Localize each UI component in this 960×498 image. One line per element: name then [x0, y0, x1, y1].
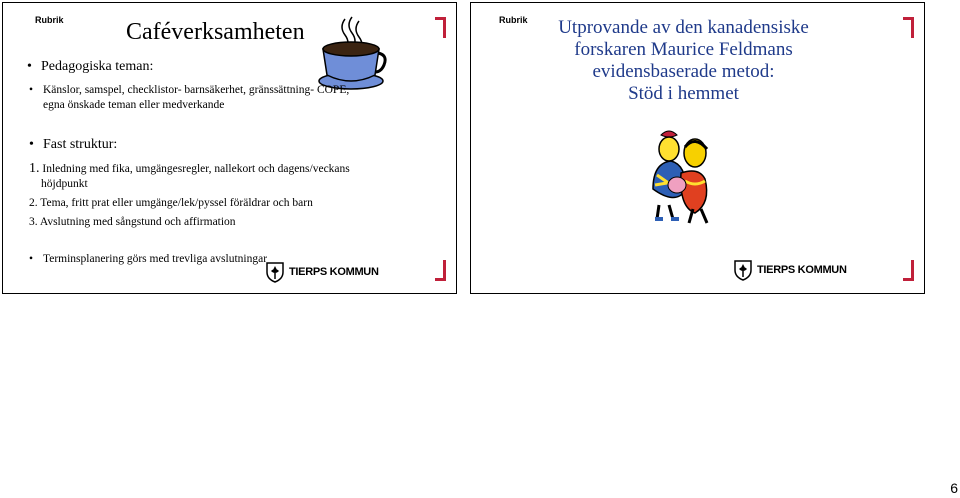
structure-step-1: 1. Inledning med fika, umgängesregler, nallekort och dagens/veckans: [29, 161, 350, 176]
slide-1: [2, 2, 457, 294]
tierps-kommun-logo: [733, 259, 847, 281]
corner-mark-bottom: [903, 260, 914, 281]
municipality-crest-icon: [733, 259, 753, 281]
slide-2: [470, 2, 925, 294]
slide-title: Utprovande av den kanadensiske forskaren Maurice Feldmans evidensbaserade metod: Stöd i hemmet: [558, 17, 809, 104]
corner-mark-bottom: [435, 260, 446, 281]
structure-step-3: 3. Avslutning med sångstund och affirmation: [29, 216, 236, 228]
heading-pedagogical-themes: Pedagogiska teman:: [41, 59, 154, 74]
slide-title: Caféverksamheten: [126, 19, 305, 45]
themes-text-line2: egna önskade teman eller medverkande: [43, 99, 225, 111]
structure-step-1-cont: höjdpunkt: [41, 178, 88, 190]
tierps-kommun-logo: [265, 261, 379, 283]
rubrik-label: Rubrik: [499, 15, 528, 25]
family-illustration-icon: [647, 129, 723, 225]
planning-text: • Terminsplanering görs med trevliga avslutningar: [29, 253, 268, 265]
themes-text-line1: • Känslor, samspel, checklistor- barnsäkerhet, gränssättning- COPE,: [29, 84, 350, 96]
heading-fixed-structure: • Fast struktur:: [29, 137, 118, 152]
structure-step-2: 2. Tema, fritt prat eller umgänge/lek/pyssel föräldrar och barn: [29, 197, 313, 209]
rubrik-label: Rubrik: [35, 15, 64, 25]
corner-mark-top: [435, 17, 446, 38]
coffee-cup-icon: [315, 15, 387, 91]
page-number: 6: [950, 480, 958, 496]
logo-text: TIERPS KOMMUN: [757, 264, 847, 276]
logo-text: TIERPS KOMMUN: [289, 266, 379, 278]
corner-mark-top: [903, 17, 914, 38]
municipality-crest-icon: [265, 261, 285, 283]
